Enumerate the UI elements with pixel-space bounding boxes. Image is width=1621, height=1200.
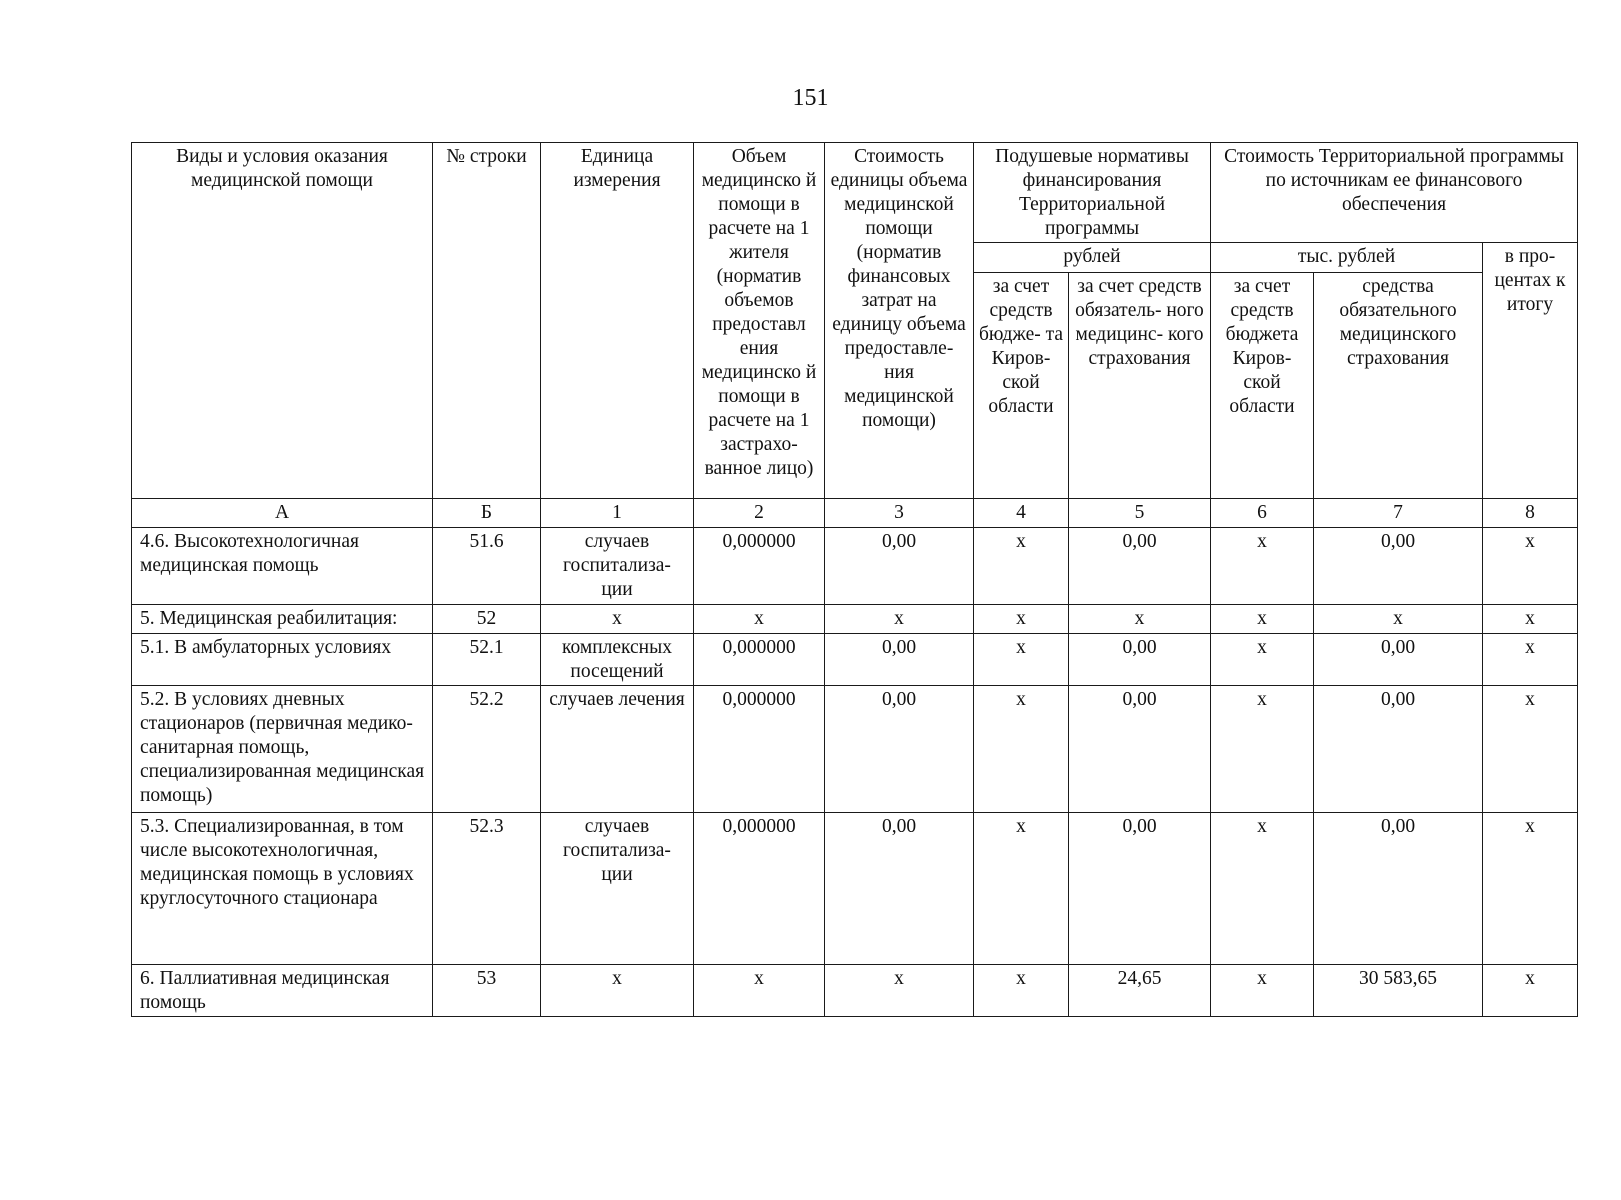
row-regional-budget-norm: х xyxy=(974,686,1069,813)
row-line-number: 51.6 xyxy=(433,528,541,605)
row-oms-cost: 0,00 xyxy=(1314,528,1483,605)
financing-table xyxy=(131,142,1578,1017)
row-oms-norm: х xyxy=(1069,605,1211,634)
header-unit: Единица измерения xyxy=(541,143,694,499)
table-row xyxy=(132,686,1578,813)
row-unit: х xyxy=(541,965,694,1017)
row-unit: случаев госпитализа- ции xyxy=(541,528,694,605)
header-percent-of-total: в про- центах к итогу xyxy=(1483,243,1578,499)
row-oms-cost: 0,00 xyxy=(1314,686,1483,813)
row-line-number: 52 xyxy=(433,605,541,634)
header-unit-cost: Стоимость единицы объема медицинской помощи (норматив финансовых затрат на единицу объема предоставле- ния медицинской помощи) xyxy=(825,143,974,499)
row-line-number: 53 xyxy=(433,965,541,1017)
row-regional-budget-cost: х xyxy=(1211,813,1314,965)
column-number-row xyxy=(132,499,1578,528)
table-row xyxy=(132,528,1578,605)
row-volume: х xyxy=(694,605,825,634)
row-regional-budget-cost: х xyxy=(1211,605,1314,634)
header-line-number: № строки xyxy=(433,143,541,499)
row-service-name: 5.3. Специализированная, в том числе высокотехнологичная, медицинская помощь в условиях круглосуточного стационара xyxy=(132,813,433,965)
row-line-number: 52.3 xyxy=(433,813,541,965)
row-unit-cost: х xyxy=(825,965,974,1017)
row-unit: х xyxy=(541,605,694,634)
header-program-cost: Стоимость Территориальной программы по источникам ее финансового обеспечения xyxy=(1211,143,1578,243)
column-number: 8 xyxy=(1483,499,1578,528)
row-volume: х xyxy=(694,965,825,1017)
column-number: 6 xyxy=(1211,499,1314,528)
row-regional-budget-norm: х xyxy=(974,528,1069,605)
row-volume: 0,000000 xyxy=(694,634,825,686)
row-regional-budget-norm: х xyxy=(974,813,1069,965)
row-percent-of-total: х xyxy=(1483,686,1578,813)
column-number: 7 xyxy=(1314,499,1483,528)
header-oms-norm: за счет средств обязатель- ного медицинс- кого страхования xyxy=(1069,273,1211,499)
row-oms-cost: 0,00 xyxy=(1314,634,1483,686)
row-regional-budget-cost: х xyxy=(1211,528,1314,605)
row-percent-of-total: х xyxy=(1483,605,1578,634)
row-regional-budget-norm: х xyxy=(974,634,1069,686)
row-unit-cost: 0,00 xyxy=(825,528,974,605)
row-unit-cost: 0,00 xyxy=(825,634,974,686)
page-number: 151 xyxy=(792,85,829,111)
row-service-name: 4.6. Высокотехнологичная медицинская помощь xyxy=(132,528,433,605)
column-number: 1 xyxy=(541,499,694,528)
row-line-number: 52.1 xyxy=(433,634,541,686)
header-volume: Объем медицинско й помощи в расчете на 1 жителя (норматив объемов предоставл ения медицинско й помощи в расчете на 1 застрахо- ванное лицо) xyxy=(694,143,825,499)
row-service-name: 5.1. В амбулаторных условиях xyxy=(132,634,433,686)
header-per-capita-norms: Подушевые нормативы финансирования Территориальной программы xyxy=(974,143,1211,243)
row-regional-budget-cost: х xyxy=(1211,634,1314,686)
row-oms-norm: 0,00 xyxy=(1069,813,1211,965)
row-percent-of-total: х xyxy=(1483,813,1578,965)
row-volume: 0,000000 xyxy=(694,686,825,813)
row-regional-budget-norm: х xyxy=(974,605,1069,634)
row-service-name: 5.2. В условиях дневных стационаров (первичная медико-санитарная помощь, специализированная медицинская помощь) xyxy=(132,686,433,813)
row-unit: случаев госпитализа- ции xyxy=(541,813,694,965)
header-unit-rubles: рублей xyxy=(974,243,1211,273)
row-regional-budget-cost: х xyxy=(1211,686,1314,813)
column-number: А xyxy=(132,499,433,528)
row-unit: случаев лечения xyxy=(541,686,694,813)
row-oms-cost: х xyxy=(1314,605,1483,634)
row-regional-budget-norm: х xyxy=(974,965,1069,1017)
table-row xyxy=(132,634,1578,686)
table-row xyxy=(132,605,1578,634)
row-oms-norm: 0,00 xyxy=(1069,686,1211,813)
row-oms-cost: 0,00 xyxy=(1314,813,1483,965)
row-oms-norm: 0,00 xyxy=(1069,634,1211,686)
row-regional-budget-cost: х xyxy=(1211,965,1314,1017)
column-number: Б xyxy=(433,499,541,528)
header-services: Виды и условия оказания медицинской помощи xyxy=(132,143,433,499)
column-number: 4 xyxy=(974,499,1069,528)
row-volume: 0,000000 xyxy=(694,813,825,965)
column-number: 3 xyxy=(825,499,974,528)
header-regional-budget-cost: за счет средств бюджета Киров- ской области xyxy=(1211,273,1314,499)
row-unit: комплексных посещений xyxy=(541,634,694,686)
table-row xyxy=(132,965,1578,1017)
row-percent-of-total: х xyxy=(1483,528,1578,605)
header-oms-cost: средства обязательного медицинского страхования xyxy=(1314,273,1483,499)
column-number: 5 xyxy=(1069,499,1211,528)
header-regional-budget-norm: за счет средств бюдже- та Киров- ской области xyxy=(974,273,1069,499)
column-number: 2 xyxy=(694,499,825,528)
row-volume: 0,000000 xyxy=(694,528,825,605)
row-unit-cost: 0,00 xyxy=(825,813,974,965)
row-service-name: 6. Паллиативная медицинская помощь xyxy=(132,965,433,1017)
row-oms-cost: 30 583,65 xyxy=(1314,965,1483,1017)
row-line-number: 52.2 xyxy=(433,686,541,813)
table-row xyxy=(132,813,1578,965)
header-row-main xyxy=(132,143,1578,243)
row-percent-of-total: х xyxy=(1483,634,1578,686)
row-oms-norm: 0,00 xyxy=(1069,528,1211,605)
row-service-name: 5. Медицинская реабилитация: xyxy=(132,605,433,634)
row-percent-of-total: х xyxy=(1483,965,1578,1017)
row-unit-cost: х xyxy=(825,605,974,634)
header-unit-thousand-rubles: тыс. рублей xyxy=(1211,243,1483,273)
row-unit-cost: 0,00 xyxy=(825,686,974,813)
row-oms-norm: 24,65 xyxy=(1069,965,1211,1017)
